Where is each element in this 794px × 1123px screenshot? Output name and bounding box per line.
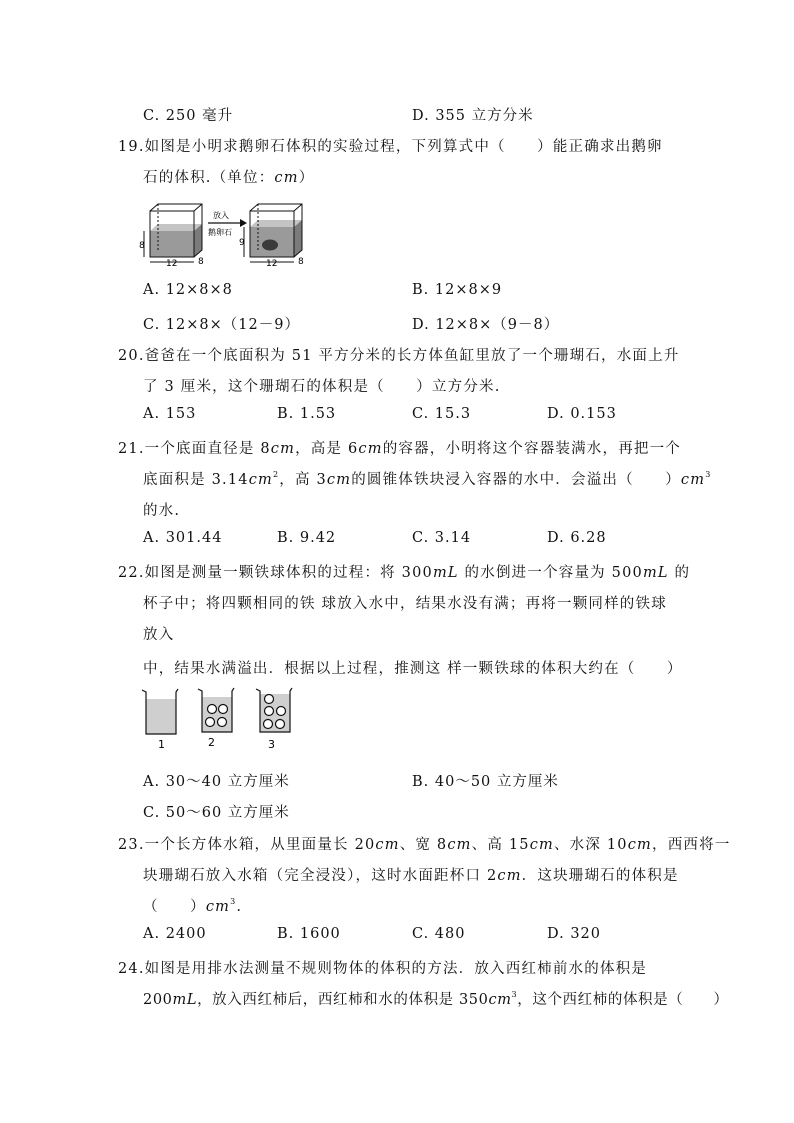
q20-stem-line2: 了 3 厘米，这个珊瑚石的体积是（ ）立方分米. <box>143 379 501 395</box>
q21-option-b: B. 9.42 <box>277 530 337 546</box>
q23-stem-line1: 23.一个长方体水箱，从里面量长 20cm、宽 8cm、高 15cm、水深 10cm，西西将一 <box>118 837 731 853</box>
q22-option-c: C. 50～60 立方厘米 <box>143 805 290 821</box>
pebble-icon <box>262 240 278 251</box>
q20-stem-line1: 20.爸爸在一个底面积为 51 平方分米的长方体鱼缸里放了一个珊瑚石，水面上升 <box>118 348 680 364</box>
q20-option-a: A. 153 <box>143 406 197 422</box>
q21-stem-line1: 21.一个底面直径是 8cm，高是 6cm的容器，小明将这个容器装满水，再把一个 <box>118 441 682 457</box>
beaker-3 <box>256 688 292 732</box>
box-before <box>144 204 202 262</box>
q23-option-c: C. 480 <box>412 926 466 942</box>
q22-stem-line1: 22.如图是测量一颗铁球体积的过程：将 300mL 的水倒进一个容量为 500mL 的 <box>118 565 691 581</box>
q24-stem-line2: 200mL，放入西红柿后，西红柿和水的体积是 $350cm^3$，这个西红柿的体积是（ ） <box>143 990 729 1008</box>
left-width-label: 8 <box>198 257 204 267</box>
q21-option-c: C. 3.14 <box>412 530 472 546</box>
q22-option-b: B. 40～50 立方厘米 <box>412 774 559 790</box>
q19-option-a: A. 12×8×8 <box>143 282 233 298</box>
q21-stem-line2: 底面积是 $3.14cm^2$，高 3cm的圆锥体铁块浸入容器的水中．会溢出（ ）$cm^3$ <box>143 470 712 488</box>
q23-stem-line3: （ ）$cm^3$. <box>143 897 243 915</box>
q21-option-a: A. 301.44 <box>143 530 223 546</box>
left-height-label: 8 <box>139 241 145 251</box>
q20-option-d: D. 0.153 <box>547 406 617 422</box>
arrow-label-2: 鹅卵石 <box>208 228 232 237</box>
q22-stem-line4: 中，结果水满溢出．根据以上过程，推测这 样一颗铁球的体积大约在（ ） <box>143 661 683 677</box>
q19-option-d: D. 12×8×（9－8） <box>412 317 560 333</box>
q18-option-c: C. 250 毫升 <box>143 108 234 124</box>
q22-option-a: A. 30～40 立方厘米 <box>143 774 290 790</box>
q22-stem-line3: 放入 <box>143 627 175 643</box>
q22-figure <box>138 686 308 754</box>
q23-stem-line2: 块珊瑚石放入水箱（完全浸没），这时水面距杯口 2cm．这块珊瑚石的体积是 <box>143 868 679 884</box>
q19-figure <box>138 193 308 273</box>
q21-stem-line3: 的水. <box>143 503 181 519</box>
arrow-label-1: 放入 <box>213 211 229 220</box>
q20-option-c: C. 15.3 <box>412 406 472 422</box>
right-height-label: 9 <box>239 238 245 248</box>
q23-option-b: B. 1600 <box>277 926 341 942</box>
q20-option-b: B. 1.53 <box>277 406 337 422</box>
q24-stem-line1: 24.如图是用排水法测量不规则物体的体积的方法．放入西红柿前水的体积是 <box>118 961 648 977</box>
q19-stem-line1: 19.如图是小明求鹅卵石体积的实验过程，下列算式中（ ）能正确求出鹅卵 <box>118 139 663 155</box>
beaker-2 <box>198 688 234 732</box>
q19-option-b: B. 12×8×9 <box>412 282 503 298</box>
q23-option-a: A. 2400 <box>143 926 207 942</box>
q19-option-c: C. 12×8×（12－9） <box>143 317 300 333</box>
q18-option-d: D. 355 立方分米 <box>412 108 534 124</box>
right-width-label: 8 <box>298 257 304 267</box>
beaker-3-label: 3 <box>268 738 275 751</box>
beaker-2-label: 2 <box>208 736 215 749</box>
q23-option-d: D. 320 <box>547 926 602 942</box>
q22-stem-line2: 杯子中；将四颗相同的铁 球放入水中，结果水没有满；再将一颗同样的铁球 <box>143 596 667 612</box>
right-length-label: 12 <box>266 259 278 269</box>
beaker-1 <box>142 689 178 734</box>
q19-stem-line2: 石的体积.（单位：cm） <box>143 170 315 186</box>
q21-option-d: D. 6.28 <box>547 530 607 546</box>
arrow-icon <box>208 219 247 227</box>
box-after <box>244 204 302 262</box>
beaker-1-label: 1 <box>158 738 165 751</box>
left-length-label: 12 <box>166 259 178 269</box>
